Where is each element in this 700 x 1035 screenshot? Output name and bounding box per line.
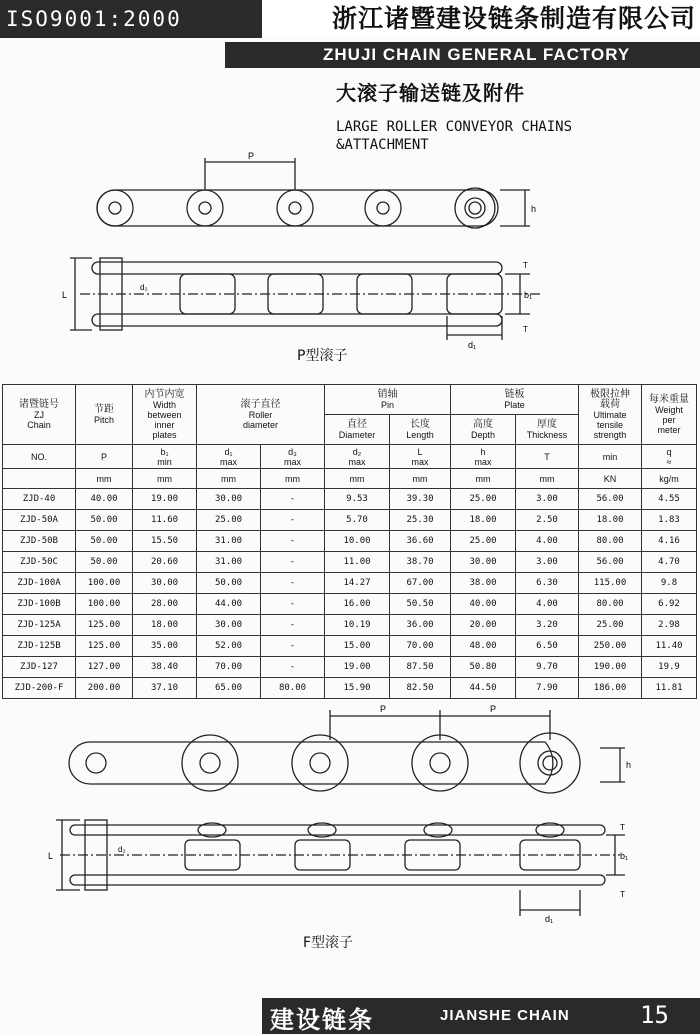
table-cell: 186.00 bbox=[579, 678, 642, 699]
table-cell: 20.60 bbox=[133, 552, 197, 573]
table-cell: 38.70 bbox=[390, 552, 451, 573]
header-b1-sym: b₁ min bbox=[133, 445, 197, 469]
table-cell: 25.00 bbox=[197, 510, 261, 531]
table-cell: 2.50 bbox=[516, 510, 579, 531]
header-plate-thickness: 厚度 Thickness bbox=[516, 415, 579, 445]
table-cell: 37.10 bbox=[133, 678, 197, 699]
f-type-chain-diagram bbox=[0, 700, 700, 930]
table-cell: 19.9 bbox=[642, 657, 697, 678]
table-cell: - bbox=[261, 531, 325, 552]
table-cell: 80.00 bbox=[261, 678, 325, 699]
unit-mm: mm bbox=[325, 469, 390, 489]
table-cell: 36.00 bbox=[390, 615, 451, 636]
table-cell: 25.00 bbox=[579, 615, 642, 636]
table-row bbox=[3, 573, 697, 594]
table-cell: ZJD-200-F bbox=[3, 678, 76, 699]
table-cell: 25.00 bbox=[451, 489, 516, 510]
header-pin-diameter: 直径 Diameter bbox=[325, 415, 390, 445]
table-cell: 4.55 bbox=[642, 489, 697, 510]
table-cell: 30.00 bbox=[197, 615, 261, 636]
iso-certification: ISO9001:2000 bbox=[0, 0, 262, 38]
header-l-sym: L max bbox=[390, 445, 451, 469]
table-cell: 50.00 bbox=[76, 510, 133, 531]
table-cell: 56.00 bbox=[579, 552, 642, 573]
f-label-pitch-2: P bbox=[490, 704, 497, 714]
p-label-h: h bbox=[531, 204, 537, 214]
table-cell: 50.00 bbox=[197, 573, 261, 594]
table-cell: - bbox=[261, 510, 325, 531]
header-d1-sym: d₁ max bbox=[197, 445, 261, 469]
p-type-chain-diagram bbox=[0, 150, 700, 365]
table-cell: 10.19 bbox=[325, 615, 390, 636]
table-cell: 125.00 bbox=[76, 636, 133, 657]
table-cell: 20.00 bbox=[451, 615, 516, 636]
table-cell: 35.00 bbox=[133, 636, 197, 657]
table-row bbox=[3, 489, 697, 510]
table-cell: 80.00 bbox=[579, 531, 642, 552]
table-cell: 65.00 bbox=[197, 678, 261, 699]
table-cell: ZJD-40 bbox=[3, 489, 76, 510]
unit-mm: mm bbox=[197, 469, 261, 489]
table-cell: 28.00 bbox=[133, 594, 197, 615]
table-cell: 25.30 bbox=[390, 510, 451, 531]
table-cell: ZJD-100A bbox=[3, 573, 76, 594]
table-cell: 11.60 bbox=[133, 510, 197, 531]
table-cell: 38.00 bbox=[451, 573, 516, 594]
p-top-view-outer-plate-top bbox=[92, 262, 502, 274]
spec-table-body bbox=[3, 489, 697, 699]
header-h-sym: h max bbox=[451, 445, 516, 469]
table-cell: 250.00 bbox=[579, 636, 642, 657]
table-cell: 16.00 bbox=[325, 594, 390, 615]
table-cell: ZJD-50A bbox=[3, 510, 76, 531]
table-cell: 52.00 bbox=[197, 636, 261, 657]
table-cell: 56.00 bbox=[579, 489, 642, 510]
table-cell: 9.53 bbox=[325, 489, 390, 510]
table-cell: 6.50 bbox=[516, 636, 579, 657]
table-cell: ZJD-50C bbox=[3, 552, 76, 573]
header-d2-sym: d₂ max bbox=[325, 445, 390, 469]
table-row bbox=[3, 615, 697, 636]
table-cell: 15.90 bbox=[325, 678, 390, 699]
table-cell: 5.70 bbox=[325, 510, 390, 531]
header-pitch-sym: P bbox=[76, 445, 133, 469]
table-row bbox=[3, 678, 697, 699]
table-cell: ZJD-125B bbox=[3, 636, 76, 657]
table-cell: 3.20 bbox=[516, 615, 579, 636]
header-plate-depth: 高度 Depth bbox=[451, 415, 516, 445]
p-label-d2: d₂ bbox=[140, 283, 148, 292]
units-row bbox=[3, 469, 697, 489]
title-en-line2: &ATTACHMENT bbox=[336, 137, 429, 153]
table-cell: 115.00 bbox=[579, 573, 642, 594]
table-cell: ZJD-100B bbox=[3, 594, 76, 615]
f-label-t-top: T bbox=[620, 823, 625, 832]
table-cell: 125.00 bbox=[76, 615, 133, 636]
table-cell: 18.00 bbox=[133, 615, 197, 636]
table-cell: 4.00 bbox=[516, 594, 579, 615]
table-cell: 4.00 bbox=[516, 531, 579, 552]
page-header bbox=[0, 0, 700, 38]
header-t-sym: T bbox=[516, 445, 579, 469]
table-cell: 50.00 bbox=[76, 552, 133, 573]
table-cell: - bbox=[261, 636, 325, 657]
table-cell: 11.00 bbox=[325, 552, 390, 573]
title-en-line1: LARGE ROLLER CONVEYOR CHAINS bbox=[336, 119, 573, 135]
header-chain-no-sym: NO. bbox=[3, 445, 76, 469]
f-side-view-plate bbox=[69, 742, 553, 784]
table-cell: 50.00 bbox=[76, 531, 133, 552]
p-label-t-top: T bbox=[523, 261, 528, 270]
table-cell: - bbox=[261, 657, 325, 678]
table-row bbox=[3, 531, 697, 552]
header-strength: 极限拉伸 载荷 Ultimate tensile strength bbox=[579, 385, 642, 445]
p-label-t-bottom: T bbox=[523, 325, 528, 334]
table-cell: 80.00 bbox=[579, 594, 642, 615]
table-cell: 1.83 bbox=[642, 510, 697, 531]
table-cell: 6.92 bbox=[642, 594, 697, 615]
table-cell: 11.40 bbox=[642, 636, 697, 657]
unit-mm: mm bbox=[261, 469, 325, 489]
table-cell: 200.00 bbox=[76, 678, 133, 699]
table-cell: 40.00 bbox=[451, 594, 516, 615]
table-cell: ZJD-50B bbox=[3, 531, 76, 552]
table-cell: 30.00 bbox=[133, 573, 197, 594]
p-label-b1: b₁ bbox=[524, 290, 533, 300]
f-label-b1: b₁ bbox=[620, 851, 629, 861]
table-cell: 10.00 bbox=[325, 531, 390, 552]
spec-table bbox=[2, 384, 697, 699]
table-cell: 44.00 bbox=[197, 594, 261, 615]
header-pitch: 节距 Pitch bbox=[76, 385, 133, 445]
page-footer bbox=[0, 998, 700, 1034]
f-label-d2: d₂ bbox=[118, 845, 126, 854]
table-cell: 190.00 bbox=[579, 657, 642, 678]
f-type-caption: F型滚子 bbox=[303, 935, 354, 951]
table-cell: - bbox=[261, 489, 325, 510]
p-label-pitch: P bbox=[248, 151, 255, 161]
unit-mm: mm bbox=[133, 469, 197, 489]
header-d3-sym: d₃ max bbox=[261, 445, 325, 469]
table-cell: - bbox=[261, 594, 325, 615]
unit-mm: mm bbox=[76, 469, 133, 489]
section-title-en bbox=[336, 118, 572, 154]
f-label-h: h bbox=[626, 760, 632, 770]
table-cell: 9.8 bbox=[642, 573, 697, 594]
table-row bbox=[3, 552, 697, 573]
header-weight: 每米重量 Weight per meter bbox=[642, 385, 697, 445]
table-cell: 31.00 bbox=[197, 552, 261, 573]
table-cell: ZJD-125A bbox=[3, 615, 76, 636]
table-cell: 14.27 bbox=[325, 573, 390, 594]
header-weight-sym: q ≈ bbox=[642, 445, 697, 469]
footer-brand-en: JIANSHE CHAIN bbox=[440, 1007, 570, 1024]
header-pin: 销轴 Pin bbox=[325, 385, 451, 415]
header-roller: 滚子直径 Roller diameter bbox=[197, 385, 325, 445]
table-cell: 9.70 bbox=[516, 657, 579, 678]
table-cell: 82.50 bbox=[390, 678, 451, 699]
p-type-caption: P型滚子 bbox=[297, 348, 348, 364]
table-cell: 2.98 bbox=[642, 615, 697, 636]
p-top-view-outer-plate-bottom bbox=[92, 314, 502, 326]
table-row bbox=[3, 636, 697, 657]
table-cell: 38.40 bbox=[133, 657, 197, 678]
table-cell: 4.70 bbox=[642, 552, 697, 573]
table-cell: 6.30 bbox=[516, 573, 579, 594]
table-cell: 19.00 bbox=[325, 657, 390, 678]
f-label-pitch-1: P bbox=[380, 704, 387, 714]
header-chain-no: 诸暨链号 ZJ Chain bbox=[3, 385, 76, 445]
p-label-d1: d₁ bbox=[468, 340, 477, 350]
table-cell: 25.00 bbox=[451, 531, 516, 552]
table-row bbox=[3, 594, 697, 615]
table-cell: 3.00 bbox=[516, 489, 579, 510]
unit-kn: KN bbox=[579, 469, 642, 489]
table-cell: 3.00 bbox=[516, 552, 579, 573]
section-title-cn: 大滚子输送链及附件 bbox=[336, 81, 525, 105]
header-plate: 链板 Plate bbox=[451, 385, 579, 415]
table-cell: 30.00 bbox=[451, 552, 516, 573]
table-cell: 4.16 bbox=[642, 531, 697, 552]
f-label-t-bottom: T bbox=[620, 890, 625, 899]
table-cell: 127.00 bbox=[76, 657, 133, 678]
table-cell: 100.00 bbox=[76, 573, 133, 594]
table-cell: 7.90 bbox=[516, 678, 579, 699]
table-cell: 15.50 bbox=[133, 531, 197, 552]
unit-mm: mm bbox=[516, 469, 579, 489]
f-top-view-top-plate bbox=[70, 825, 605, 835]
table-cell: 36.60 bbox=[390, 531, 451, 552]
header-pin-length: 长度 Length bbox=[390, 415, 451, 445]
table-cell: 18.00 bbox=[579, 510, 642, 531]
table-cell: 19.00 bbox=[133, 489, 197, 510]
footer-brand-cn: 建设链条 bbox=[270, 1006, 374, 1034]
unit-kgm: kg/m bbox=[642, 469, 697, 489]
table-cell: 70.00 bbox=[390, 636, 451, 657]
table-cell: - bbox=[261, 552, 325, 573]
page-number: 15 bbox=[640, 1001, 669, 1029]
header-strength-sym: min bbox=[579, 445, 642, 469]
f-label-l: L bbox=[48, 851, 54, 861]
p-side-view-plate bbox=[97, 190, 498, 226]
table-cell: 44.50 bbox=[451, 678, 516, 699]
table-cell: - bbox=[261, 573, 325, 594]
table-cell: 70.00 bbox=[197, 657, 261, 678]
table-cell: 11.81 bbox=[642, 678, 697, 699]
table-cell: 50.80 bbox=[451, 657, 516, 678]
p-label-l: L bbox=[62, 290, 68, 300]
table-cell: 15.00 bbox=[325, 636, 390, 657]
header-inner-width: 内节内宽 Width between inner plates bbox=[133, 385, 197, 445]
table-cell: 87.50 bbox=[390, 657, 451, 678]
f-top-view-bottom-plate bbox=[70, 875, 605, 885]
table-cell: 50.50 bbox=[390, 594, 451, 615]
table-row bbox=[3, 510, 697, 531]
company-name-cn: 浙江诸暨建设链条制造有限公司 bbox=[262, 0, 700, 38]
table-cell: 18.00 bbox=[451, 510, 516, 531]
unit-mm: mm bbox=[451, 469, 516, 489]
table-cell: 48.00 bbox=[451, 636, 516, 657]
unit-mm: mm bbox=[390, 469, 451, 489]
table-cell: ZJD-127 bbox=[3, 657, 76, 678]
f-label-d1: d₁ bbox=[545, 914, 554, 924]
table-cell: 30.00 bbox=[197, 489, 261, 510]
table-cell: 31.00 bbox=[197, 531, 261, 552]
table-cell: - bbox=[261, 615, 325, 636]
table-cell: 40.00 bbox=[76, 489, 133, 510]
company-name-en: ZHUJI CHAIN GENERAL FACTORY bbox=[225, 42, 700, 68]
table-cell: 39.30 bbox=[390, 489, 451, 510]
table-cell: 100.00 bbox=[76, 594, 133, 615]
table-cell: 67.00 bbox=[390, 573, 451, 594]
table-row bbox=[3, 657, 697, 678]
